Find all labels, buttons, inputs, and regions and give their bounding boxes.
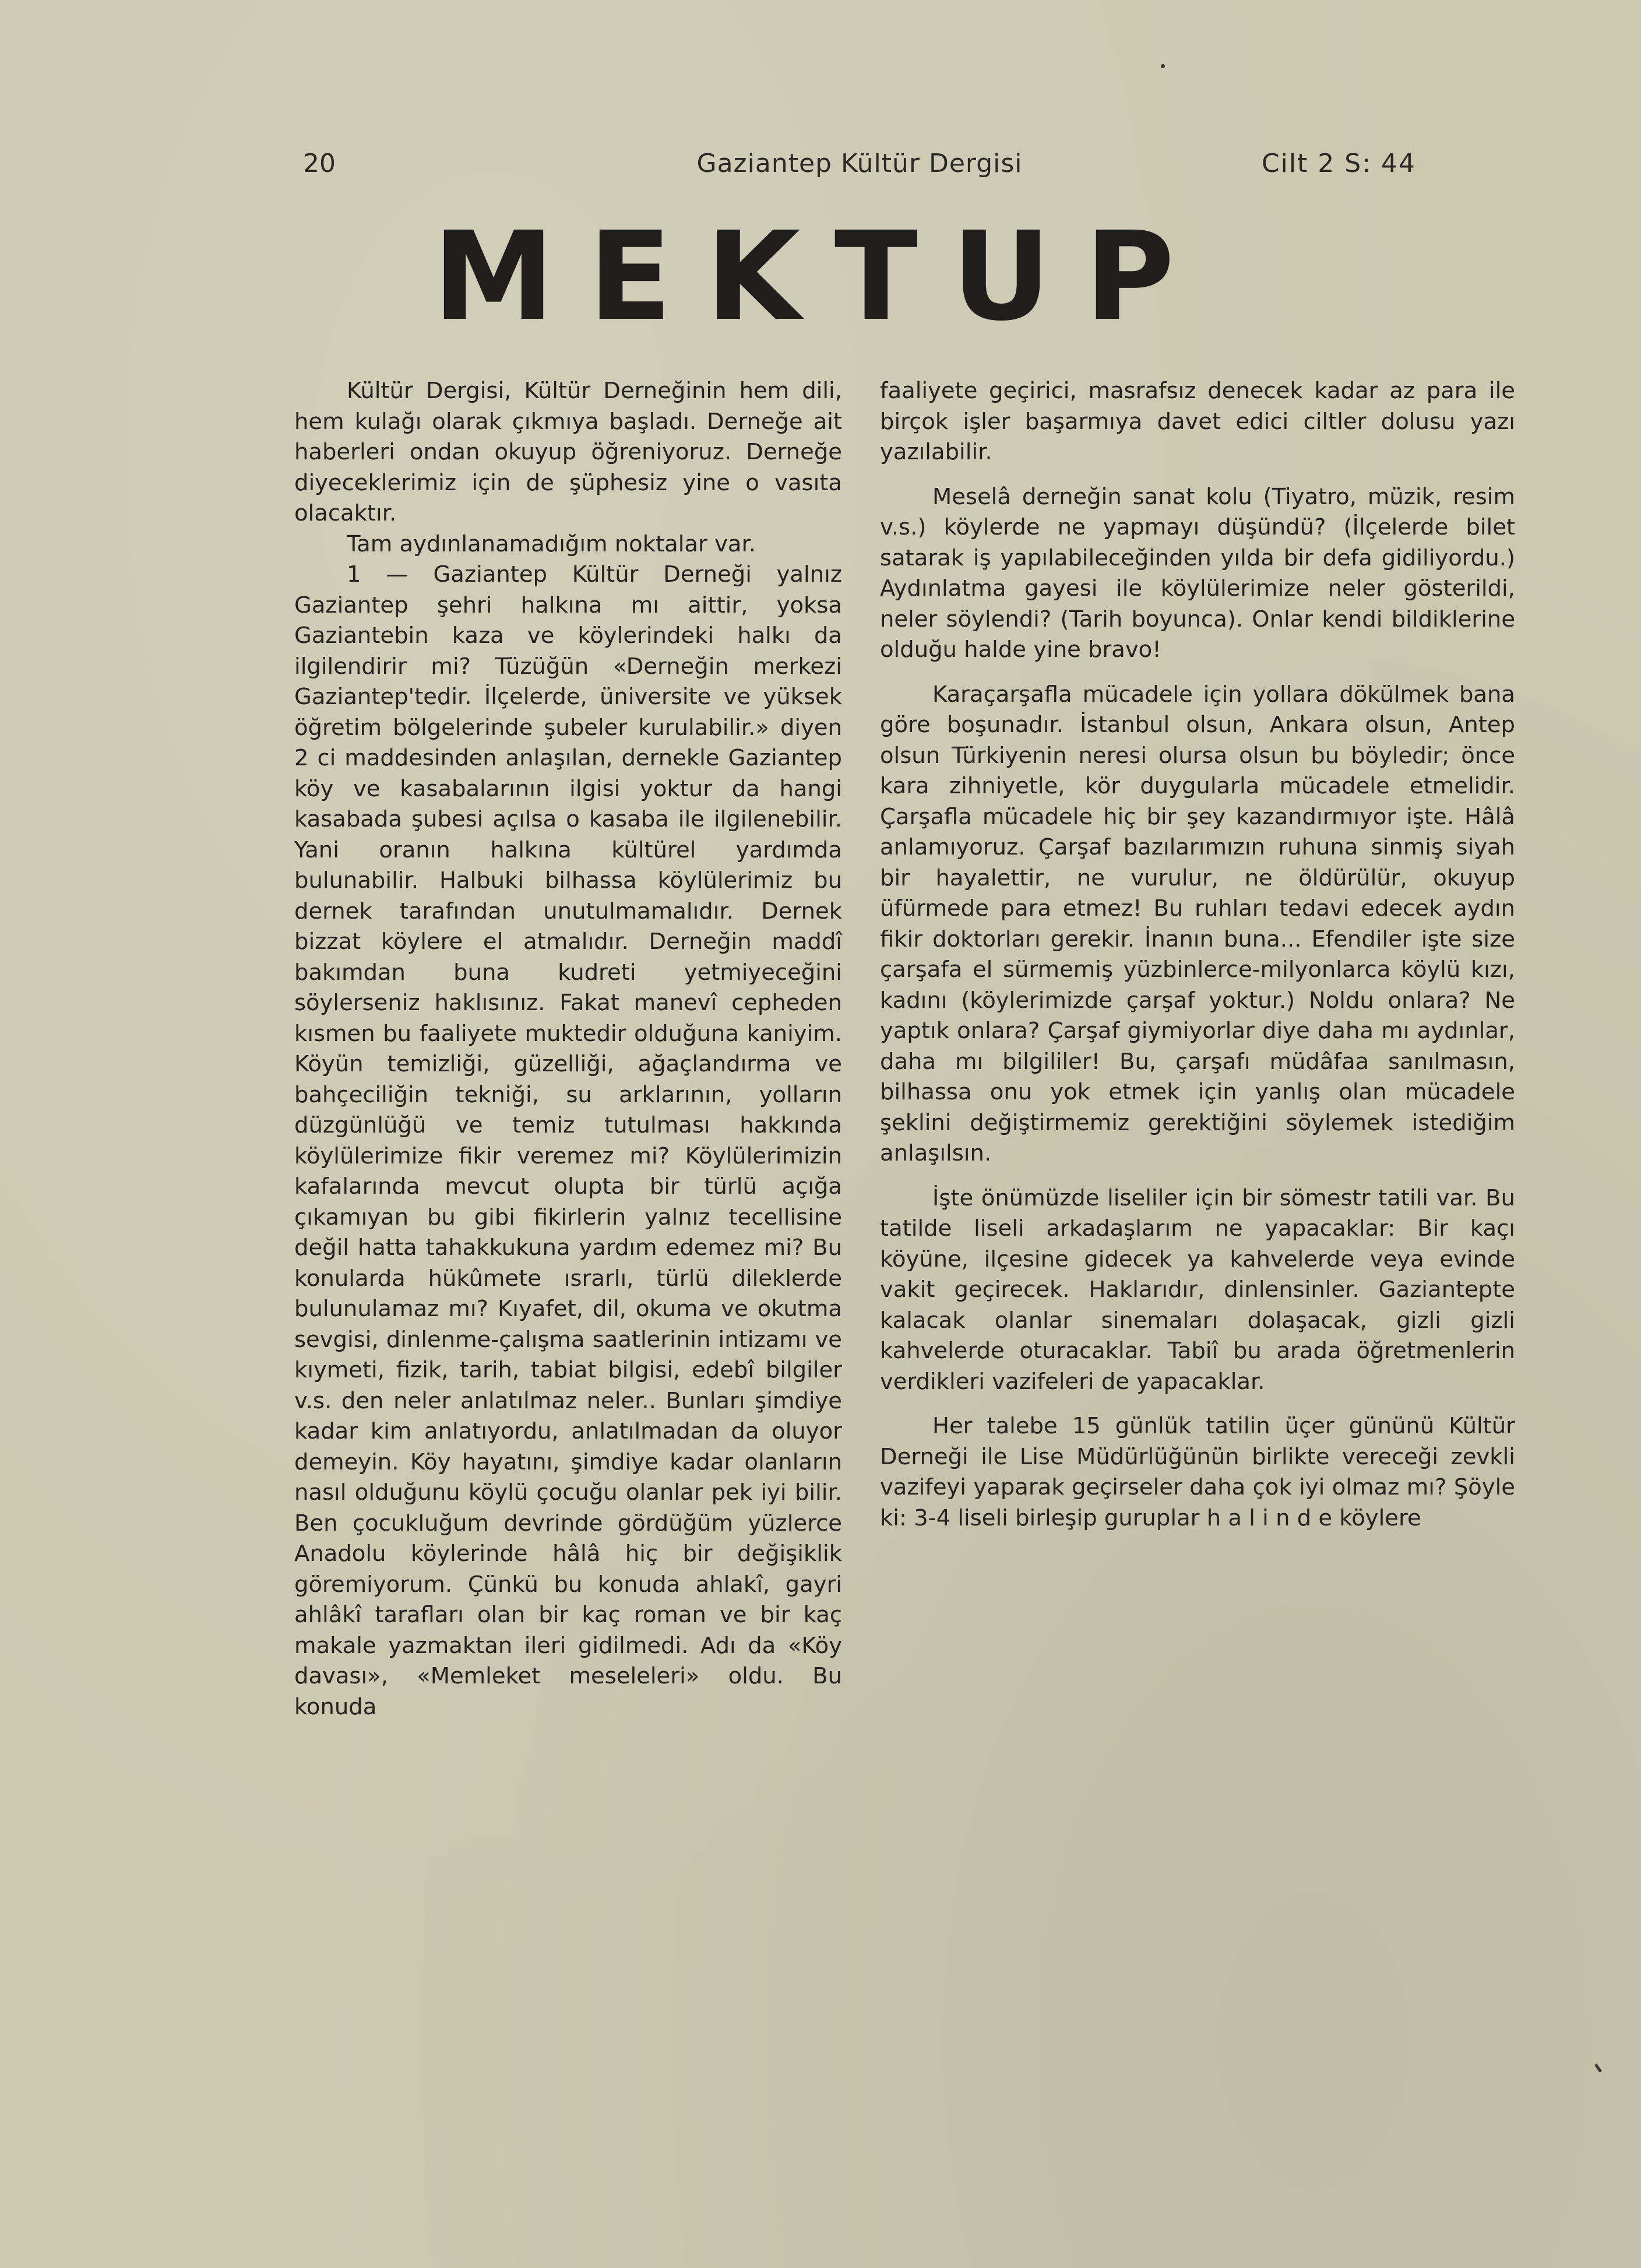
- article-title: MEKTUP: [432, 205, 1209, 348]
- volume-issue: Cilt 2 S: 44: [1261, 149, 1416, 178]
- paragraph: faaliyete geçirici, masrafsız denecek kadar az para ile birçok işler başarmıya davet edici ciltler dolusu yazı yazılabilir.: [880, 378, 1515, 465]
- paper-speck: [1594, 2063, 1602, 2073]
- paragraph: Karaçarşafla mücadele için yollara dökülmek bana göre boşunadır. İstanbul olsun, Ankara olsun, Antep olsun Türkiyenin neresi olursa olsun bu böyledir; önce kara zihniyetle, kör duygularla mücadele etmelidir. Çarşafla mücadele hiç bir şey kazandırmıyor işte. Hâlâ anlamıyoruz. Çarşaf bazılarımızın ruhuna sinmiş siyah bir hayalettir, ne vurulur, ne öldürülür, okuyup üfürmede para etmez! Bu ruhları tedavi edecek aydın fikir doktorları gerekir. İnanın buna... Efendiler işte size çarşafa el sürmemiş yüzbinlerce-milyonlarca köylü kızı, kadını (köylerimizde çarşaf yoktur.) Noldu onlara? Ne yaptık onlara? Çarşaf giymiyorlar diye daha mı aydınlar, daha mı bilgililer! Bu, çarşafı müdâfaa sanılmasın, bilhassa onu yok etmek için yanlış olan mücadele şeklini değiştirmemiz gerektiğini söylemek istediğim anlaşılsın.: [880, 681, 1515, 1166]
- paragraph: İşte önümüzde liseliler için bir sömestr tatili var. Bu tatilde liseli arkadaşlarım ne yapacaklar: Bir kaçı köyüne, ilçesine gidecek ya kahvelerde veya evinde vakit geçirecek. Haklarıdır, dinlensinler. Gaziantepte kalacak olanlar sinemaları dolaşacak, gizli gizli kahvelerde oturacaklar. Tabiî bu arada öğretmenlerin verdikleri vazifeleri de yapacaklar.: [880, 1184, 1515, 1395]
- right-column: [880, 376, 1515, 1534]
- paragraph: Tam aydınlanamadığım noktalar var.: [347, 530, 756, 557]
- paragraph: Her talebe 15 günlük tatilin üçer gününü Kültür Derneği ile Lise Müdürlüğünün birlikte vereceği zevkli vazifeyi yaparak geçirseler daha çok iyi olmaz mı? Şöyle ki: 3-4 liseli birleşip guruplar h a l i n d e köylere: [880, 1413, 1515, 1531]
- running-header: [303, 149, 1416, 189]
- paragraph: 1 — Gaziantep Kültür Derneği yalnız Gaziantep şehri halkına mı aittir, yoksa Gaziantebin kaza ve köylerindeki halkı da ilgilendirir mi? Tüzüğün «Derneğin merkezi Gaziantep'tedir. İlçelerde, üniversite ve yüksek öğretim bölgelerinde şubeler kurulabilir.» diyen 2 ci maddesinden anlaşılan, dernekle Gaziantep köy ve kasabalarının ilgisi yoktur da hangi kasabada şubesi açılsa o kasaba ile ilgilenebilir. Yani oranın halkına kültürel yardımda bulunabilir. Halbuki bilhassa köylülerimiz bu dernek tarafından unutulmamalıdır. Dernek bizzat köylere el atmalıdır. Derneğin maddî bakımdan buna kudreti yetmiyeceğini söylerseniz haklısınız. Fakat manevî cepheden kısmen bu faaliyete muktedir olduğuna kaniyim. Köyün temizliği, güzelliği, ağaçlandırma ve bahçeciliğin tekniği, su arklarının, yolların düzgünlüğü ve temiz tutulması hakkında köylülerimize fikir veremez mi? Köylülerimizin kafalarında mevcut olupta bir türlü açığa çıkamıyan bu gibi fikirlerin yalnız tecellisine değil hatta tahakkukuna yardım edemez mi? Bu konularda hükûmete ısrarlı, türlü dileklerde bulunulamaz mı? Kıyafet, dil, okuma ve okutma sevgisi, dinlenme-çalışma saatlerinin intizamı ve kıymeti, fizik, tarih, tabiat bilgisi, edebî bilgiler v.s. den neler anlatılmaz neler.. Bunları şimdiye kadar kim anlatıyordu, anlatılmadan da oluyor demeyin. Köy hayatını, şimdiye kadar olanların nasıl olduğunu köylü çocuğu olanlar pek iyi bilir. Ben çocukluğum devrinde gördüğüm yüzlerce Anadolu köylerinde hâlâ hiç bir değişiklik göremiyorum. Çünkü bu konuda ahlakî, gayri ahlâkî tarafları olan bir kaç roman ve bir kaç makale yazmaktan ileri gidilmedi. Adı da «Köy davası», «Memleket meseleleri» oldu. Bu konuda: [294, 561, 842, 1720]
- journal-name: Gaziantep Kültür Dergisi: [696, 149, 1023, 178]
- paragraph: Meselâ derneğin sanat kolu (Tiyatro, müzik, resim v.s.) köylerde ne yapmayı düşündü? (İlçelerde bilet satarak iş yapılabileceğinden yılda bir defa gidiliyordu.) Aydınlatma gayesi ile köylülerimize neler gösterildi, neler söylendi? (Tarih boyunca). Onlar kendi bildiklerine olduğu halde yine bravo!: [880, 483, 1515, 663]
- paper-speck: [1161, 64, 1165, 68]
- paragraph: Kültür Dergisi, Kültür Derneğinin hem dili, hem kulağı olarak çıkmıya başladı. Derneğe ait haberleri ondan okuyup öğreniyoruz. Derneğe diyeceklerimiz için de şüphesiz yine o vasıta olacaktır.: [294, 378, 842, 526]
- page-number: 20: [303, 149, 336, 178]
- left-column: [294, 376, 842, 1722]
